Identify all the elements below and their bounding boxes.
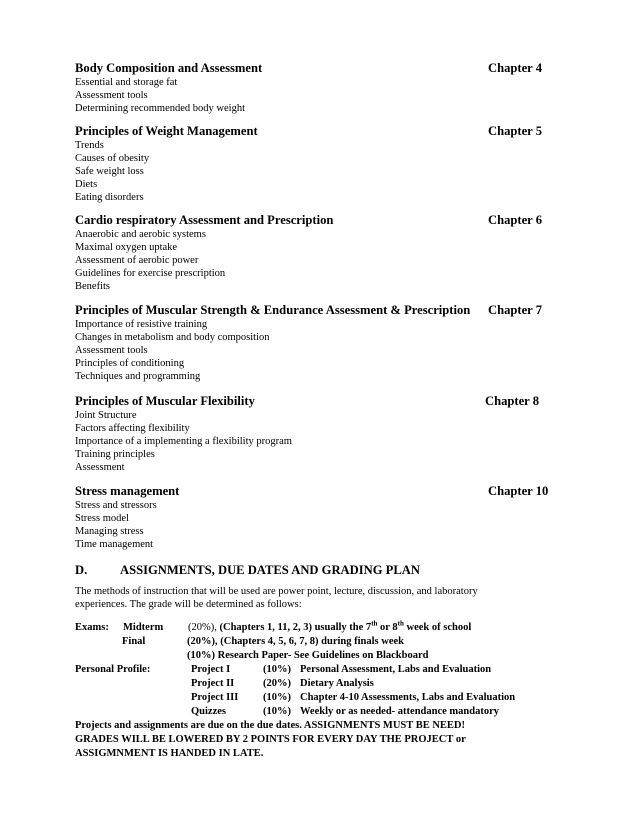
- project-name: Quizzes: [191, 706, 226, 717]
- topic-title: Principles of Muscular Flexibility: [75, 394, 255, 408]
- section-letter: D.: [75, 563, 88, 577]
- project-desc: Personal Assessment, Labs and Evaluation: [300, 664, 492, 675]
- topic-header: [75, 302, 550, 319]
- midterm-text: [188, 621, 471, 634]
- closing-line: ASSIGMNMENT IS HANDED IN LATE.: [75, 748, 264, 759]
- chapter-ref: Chapter 4: [488, 61, 542, 75]
- closing-line: GRADES WILL BE LOWERED BY 2 POINTS FOR EVERY DAY THE PROJECT or: [75, 734, 466, 745]
- topic-header: [75, 483, 550, 500]
- topic-section: [75, 60, 550, 116]
- topic-section: [75, 212, 550, 294]
- topic-header: [75, 212, 550, 229]
- midterm-percent: (20%),: [188, 622, 217, 633]
- intro-line: The methods of instruction that will be used are power point, lecture, discussion, and laboratory: [75, 586, 478, 597]
- project-name: Project III: [191, 692, 239, 703]
- topic-item: Causes of obesity: [75, 152, 150, 164]
- research-paper-text: (10%) Research Paper- See Guidelines on Blackboard: [187, 650, 429, 661]
- topic-item: Determining recommended body weight: [75, 102, 245, 114]
- exams-label: Exams:: [75, 622, 109, 633]
- midterm-text-a: Chapters 1, 11, 2, 3) usually the 7: [223, 622, 372, 633]
- intro-line: experiences. The grade will be determined as follows:: [75, 599, 302, 610]
- project-desc: Weekly or as needed- attendance mandatory: [300, 706, 500, 717]
- topic-item: Factors affecting flexibility: [75, 422, 190, 434]
- topic-item: Diets: [75, 178, 98, 190]
- topic-item: Assessment tools: [75, 344, 148, 356]
- topic-header: [75, 123, 550, 140]
- project-name: Project I: [191, 664, 231, 675]
- profile-label: Personal Profile:: [75, 664, 151, 675]
- project-name: Project II: [191, 678, 235, 689]
- topic-section: [75, 302, 550, 384]
- chapter-ref: Chapter 6: [488, 213, 542, 227]
- topic-item: Joint Structure: [75, 410, 137, 421]
- topic-item: Managing stress: [75, 525, 144, 537]
- midterm-text-c: week of school: [403, 622, 472, 633]
- closing-line: Projects and assignments are due on the due dates. ASSIGNMENTS MUST BE NEED!: [75, 720, 466, 731]
- topic-item: Trends: [75, 140, 104, 151]
- topic-item: Training principles: [75, 448, 155, 460]
- topic-section: [75, 483, 550, 552]
- topic-item: Maximal oxygen uptake: [75, 241, 178, 253]
- topic-title: Principles of Muscular Strength & Endurance Assessment & Prescription: [75, 303, 471, 317]
- superscript: th: [371, 619, 378, 628]
- topic-item: Assessment tools: [75, 89, 148, 101]
- topic-item: Importance of resistive training: [75, 319, 208, 330]
- topic-section: [75, 123, 550, 205]
- topic-item: Techniques and programming: [75, 370, 201, 382]
- project-desc: Chapter 4-10 Assessments, Labs and Evaluation: [300, 692, 516, 703]
- topic-item: Safe weight loss: [75, 165, 144, 177]
- project-desc: Dietary Analysis: [300, 678, 374, 689]
- topic-item: Assessment: [75, 461, 125, 473]
- project-percent: (10%): [263, 706, 291, 717]
- topic-title: Body Composition and Assessment: [75, 61, 263, 75]
- topic-item: Guidelines for exercise prescription: [75, 267, 226, 279]
- project-percent: (10%): [263, 692, 291, 703]
- topic-title: Principles of Weight Management: [75, 124, 258, 138]
- midterm-label: Midterm: [123, 622, 164, 633]
- topic-item: Importance of a implementing a flexibility program: [75, 435, 292, 447]
- project-percent: (10%): [263, 664, 291, 675]
- topic-item: Time management: [75, 538, 154, 550]
- topic-item: Stress and stressors: [75, 500, 157, 511]
- section-heading: [75, 562, 420, 579]
- topic-item: Benefits: [75, 280, 110, 292]
- topic-header: [75, 60, 550, 77]
- chapter-ref: Chapter 7: [488, 303, 542, 317]
- section-heading-text: ASSIGNMENTS, DUE DATES AND GRADING PLAN: [120, 563, 420, 577]
- topic-title: Stress management: [75, 484, 180, 498]
- topic-item: Changes in metabolism and body composition: [75, 331, 270, 343]
- topic-title: Cardio respiratory Assessment and Prescription: [75, 213, 334, 227]
- final-text: (20%), (Chapters 4, 5, 6, 7, 8) during finals week: [187, 636, 404, 647]
- chapter-ref: Chapter 8: [485, 394, 539, 408]
- topic-section: [75, 393, 550, 475]
- topic-item: Stress model: [75, 512, 129, 524]
- topic-item: Principles of conditioning: [75, 357, 185, 369]
- topic-item: Assessment of aerobic power: [75, 254, 199, 266]
- chapter-ref: Chapter 5: [488, 124, 542, 138]
- chapter-ref: Chapter 10: [488, 484, 549, 498]
- topic-item: Eating disorders: [75, 191, 144, 203]
- midterm-text-b: or 8: [377, 622, 398, 633]
- topic-item: Essential and storage fat: [75, 77, 178, 88]
- superscript: th: [397, 619, 404, 628]
- project-percent: (20%): [263, 678, 291, 689]
- midterm-paren: (: [219, 622, 223, 633]
- topic-header: [75, 393, 550, 410]
- topic-item: Anaerobic and aerobic systems: [75, 229, 206, 240]
- final-label: Final: [122, 636, 146, 647]
